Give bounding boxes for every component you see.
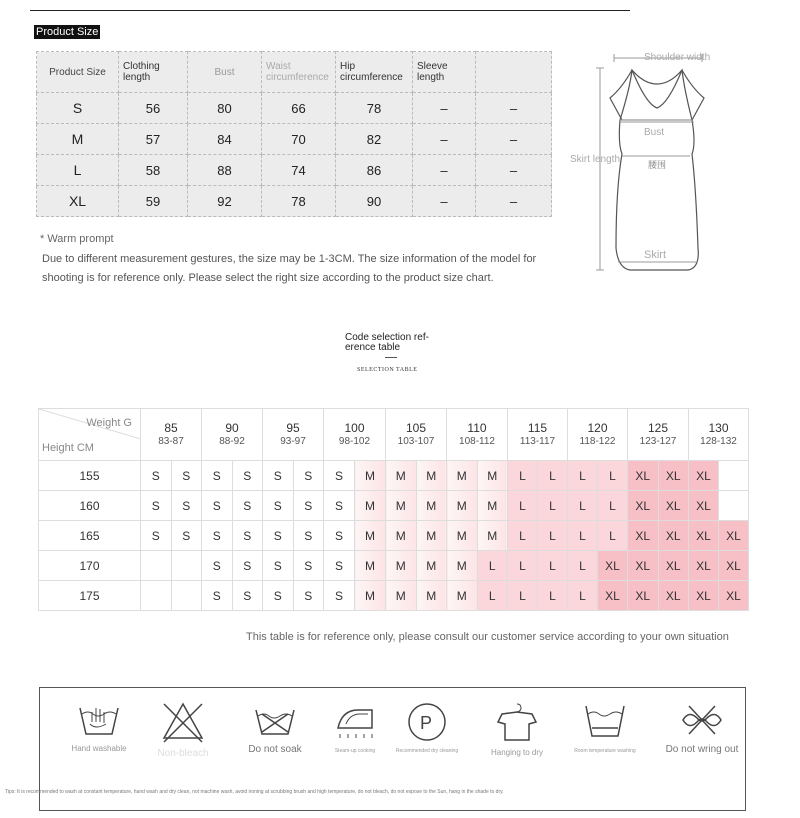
weight-range: 118-122 <box>579 435 616 447</box>
size-cell: L <box>538 461 568 491</box>
weight-header <box>386 409 447 461</box>
size-cell: S <box>232 521 263 551</box>
size-cell: S <box>202 581 233 611</box>
hang-dry-icon <box>494 700 540 744</box>
size-row-m: M 57 84 70 82 – – <box>37 124 552 155</box>
size-cell: S <box>293 461 324 491</box>
size-cell: M <box>416 581 447 611</box>
height-label: Height CM <box>42 442 94 454</box>
code-selection-title: Code selection ref-erence table <box>345 332 429 353</box>
size-cell: S <box>232 461 263 491</box>
weight-range: 93-97 <box>280 435 306 447</box>
header-empty <box>476 52 552 93</box>
size-cell: L <box>538 551 568 581</box>
weight-value: 130 <box>708 420 729 435</box>
care-dry-clean: P Recommended dry cleaning <box>382 700 472 754</box>
bust-label: Bust <box>644 127 665 138</box>
weight-range: 113-117 <box>519 435 556 447</box>
header-waist: Waist circumference <box>262 52 336 93</box>
size-cell: S <box>202 551 233 581</box>
weight-label: Weight G <box>86 417 132 429</box>
size-cell: M <box>447 581 478 611</box>
selection-table-header <box>39 409 749 461</box>
size-cell: S <box>232 491 263 521</box>
size-cell: XL <box>658 551 689 581</box>
size-cell: S <box>171 461 202 491</box>
weight-header <box>689 409 749 461</box>
size-cell: XL <box>689 581 719 611</box>
selection-row <box>39 551 749 581</box>
size-cell <box>141 551 172 581</box>
dress-measurement-diagram <box>570 48 720 278</box>
code-selection-divider <box>385 357 397 358</box>
size-cell: M <box>386 581 417 611</box>
weight-range: 128-132 <box>700 435 737 447</box>
dry-clean-icon <box>404 700 450 744</box>
warm-prompt-body: Due to different measurement gestures, the size may be 1-3CM. The size information of the model for shooting is for reference only. Please select the right size according to the product size chart. <box>42 253 537 284</box>
size-cell: L <box>568 521 598 551</box>
size-cell: XL <box>719 581 749 611</box>
size-cell: M <box>355 521 386 551</box>
size-cell: XL <box>689 491 719 521</box>
weight-value: 90 <box>225 420 239 435</box>
skirt-length-label: Skirt length <box>570 154 621 165</box>
size-cell: M <box>477 461 508 491</box>
no-wring-icon <box>679 700 725 740</box>
size-cell: XL <box>658 491 689 521</box>
height-value: 160 <box>39 491 141 521</box>
size-cell: M <box>386 551 417 581</box>
header-bust: Bust <box>188 52 262 93</box>
size-cell: M <box>355 461 386 491</box>
size-cell: XL <box>628 551 659 581</box>
size-cell: XL <box>689 521 719 551</box>
size-cell: XL <box>598 551 628 581</box>
reference-note: This table is for reference only, please consult our customer service according to your own situation <box>246 631 729 643</box>
size-cell: XL <box>628 521 659 551</box>
care-tips: Tips: It is recommended to wash at constant temperature, hand wash and dry clean, not machine wash, avoid ironing at scrubbing brush and high temperature, do not bleach, do not expose to the Sun, hang in the shade to dry. <box>5 789 504 795</box>
size-cell: XL <box>628 461 659 491</box>
size-cell: L <box>538 581 568 611</box>
size-cell: S <box>293 491 324 521</box>
size-cell <box>719 461 749 491</box>
weight-header <box>628 409 689 461</box>
size-cell: M <box>386 491 417 521</box>
header-hip: Hip circumference <box>336 52 413 93</box>
size-cell: L <box>598 521 628 551</box>
room-temp-wash-icon <box>582 700 628 744</box>
size-cell: S <box>202 461 233 491</box>
size-cell: S <box>141 491 172 521</box>
size-cell: L <box>598 491 628 521</box>
size-cell: S <box>141 521 172 551</box>
height-value: 155 <box>39 461 141 491</box>
size-cell: S <box>293 581 324 611</box>
size-cell: M <box>447 461 478 491</box>
size-cell: L <box>477 581 508 611</box>
size-row-l: L 58 88 74 86 – – <box>37 155 552 186</box>
care-steam-iron: Steam-up cooking <box>310 700 400 754</box>
size-cell: S <box>324 581 355 611</box>
weight-value: 125 <box>647 420 669 435</box>
size-row-s: S 56 80 66 78 – – <box>37 93 552 124</box>
size-cell: S <box>171 521 202 551</box>
weight-header <box>508 409 568 461</box>
size-table-header <box>37 52 552 93</box>
weight-value: 115 <box>527 420 548 435</box>
size-cell: L <box>508 581 538 611</box>
care-no-bleach: Non-bleach <box>138 700 228 759</box>
weight-header <box>447 409 508 461</box>
size-cell: M <box>355 581 386 611</box>
weight-header <box>202 409 263 461</box>
weight-value: 120 <box>587 420 608 435</box>
size-cell: S <box>171 491 202 521</box>
header-product-size: Product Size <box>37 52 119 93</box>
warm-prompt-title: * Warm prompt <box>40 233 114 245</box>
size-cell: L <box>477 551 508 581</box>
size-cell: S <box>324 461 355 491</box>
size-cell: M <box>447 491 478 521</box>
weight-value: 105 <box>405 420 427 435</box>
size-cell: S <box>263 491 294 521</box>
size-cell: XL <box>689 461 719 491</box>
size-cell: XL <box>598 581 628 611</box>
weight-range: 83-87 <box>158 435 184 447</box>
size-cell: M <box>477 491 508 521</box>
size-cell: M <box>355 491 386 521</box>
header-clothing-length: Clothing length <box>119 52 188 93</box>
size-cell: S <box>232 551 263 581</box>
size-cell: L <box>508 491 538 521</box>
selection-row <box>39 581 749 611</box>
size-cell <box>171 551 202 581</box>
selection-row <box>39 521 749 551</box>
size-cell: M <box>386 461 417 491</box>
height-value: 165 <box>39 521 141 551</box>
size-cell: M <box>477 521 508 551</box>
size-cell: M <box>416 521 447 551</box>
header-sleeve-length: Sleeve length <box>413 52 476 93</box>
size-cell: L <box>568 551 598 581</box>
size-cell: XL <box>628 581 659 611</box>
size-cell: XL <box>658 521 689 551</box>
size-row-xl: XL 59 92 78 90 – – <box>37 186 552 217</box>
size-cell: M <box>416 491 447 521</box>
size-cell: L <box>508 461 538 491</box>
svg-text:P: P <box>420 713 433 733</box>
size-cell: L <box>568 491 598 521</box>
weight-range: 123-127 <box>639 435 677 447</box>
size-cell <box>141 581 172 611</box>
selection-row <box>39 491 749 521</box>
height-value: 175 <box>39 581 141 611</box>
size-cell: M <box>416 461 447 491</box>
weight-value: 110 <box>467 420 487 435</box>
size-cell: M <box>447 521 478 551</box>
selection-row <box>39 461 749 491</box>
weight-header <box>568 409 628 461</box>
hand-wash-icon <box>76 700 122 740</box>
size-cell: L <box>568 581 598 611</box>
product-size-heading: Product Size <box>36 26 99 38</box>
care-no-soak: Do not soak <box>230 700 320 755</box>
weight-value: 100 <box>344 420 365 435</box>
care-hand-wash: Hand washable <box>54 700 144 753</box>
skirt-label: Skirt <box>644 249 666 261</box>
weight-range: 88-92 <box>219 435 245 447</box>
selection-table <box>38 408 749 611</box>
weight-header <box>324 409 386 461</box>
size-cell: XL <box>689 551 719 581</box>
shoulder-width-label: Shoulder width <box>644 52 711 63</box>
size-cell: XL <box>658 581 689 611</box>
care-hang-dry: Hanging to dry <box>472 700 562 757</box>
size-cell: XL <box>658 461 689 491</box>
size-cell: S <box>263 581 294 611</box>
weight-value: 95 <box>286 420 300 435</box>
no-bleach-icon <box>160 700 206 744</box>
size-cell: L <box>538 521 568 551</box>
size-cell: S <box>202 521 233 551</box>
size-cell: S <box>324 491 355 521</box>
size-cell: S <box>202 491 233 521</box>
size-cell: S <box>263 461 294 491</box>
size-cell: S <box>293 521 324 551</box>
care-no-wring: Do not wring out <box>657 700 747 755</box>
size-cell <box>719 491 749 521</box>
size-cell: L <box>508 521 538 551</box>
size-cell: M <box>355 551 386 581</box>
size-cell: L <box>568 461 598 491</box>
weight-range: 103-107 <box>397 435 435 447</box>
size-cell: S <box>263 551 294 581</box>
size-cell: L <box>538 491 568 521</box>
size-cell: XL <box>719 521 749 551</box>
size-cell: S <box>232 581 263 611</box>
size-cell: S <box>324 521 355 551</box>
size-cell <box>171 581 202 611</box>
size-cell: XL <box>719 551 749 581</box>
size-cell: M <box>447 551 478 581</box>
size-cell: L <box>508 551 538 581</box>
size-cell: XL <box>628 491 659 521</box>
no-soak-icon <box>252 700 298 740</box>
top-divider <box>30 10 630 11</box>
height-value: 170 <box>39 551 141 581</box>
size-cell: S <box>263 521 294 551</box>
care-room-temp-wash: Room temperature washing <box>560 700 650 754</box>
weight-header <box>141 409 202 461</box>
selection-table-subtitle: SELECTION TABLE <box>357 367 418 373</box>
size-cell: M <box>386 521 417 551</box>
weight-header <box>263 409 324 461</box>
size-cell: L <box>598 461 628 491</box>
weight-range: 98-102 <box>338 435 371 447</box>
waist-label: 腰围 <box>648 160 667 170</box>
corner-cell <box>39 409 141 461</box>
steam-iron-icon <box>332 700 378 744</box>
product-size-table <box>36 51 552 217</box>
size-cell: S <box>293 551 324 581</box>
size-cell: S <box>141 461 172 491</box>
weight-value: 85 <box>164 420 178 435</box>
size-cell: M <box>416 551 447 581</box>
weight-range: 108-112 <box>459 435 495 447</box>
size-cell: S <box>324 551 355 581</box>
